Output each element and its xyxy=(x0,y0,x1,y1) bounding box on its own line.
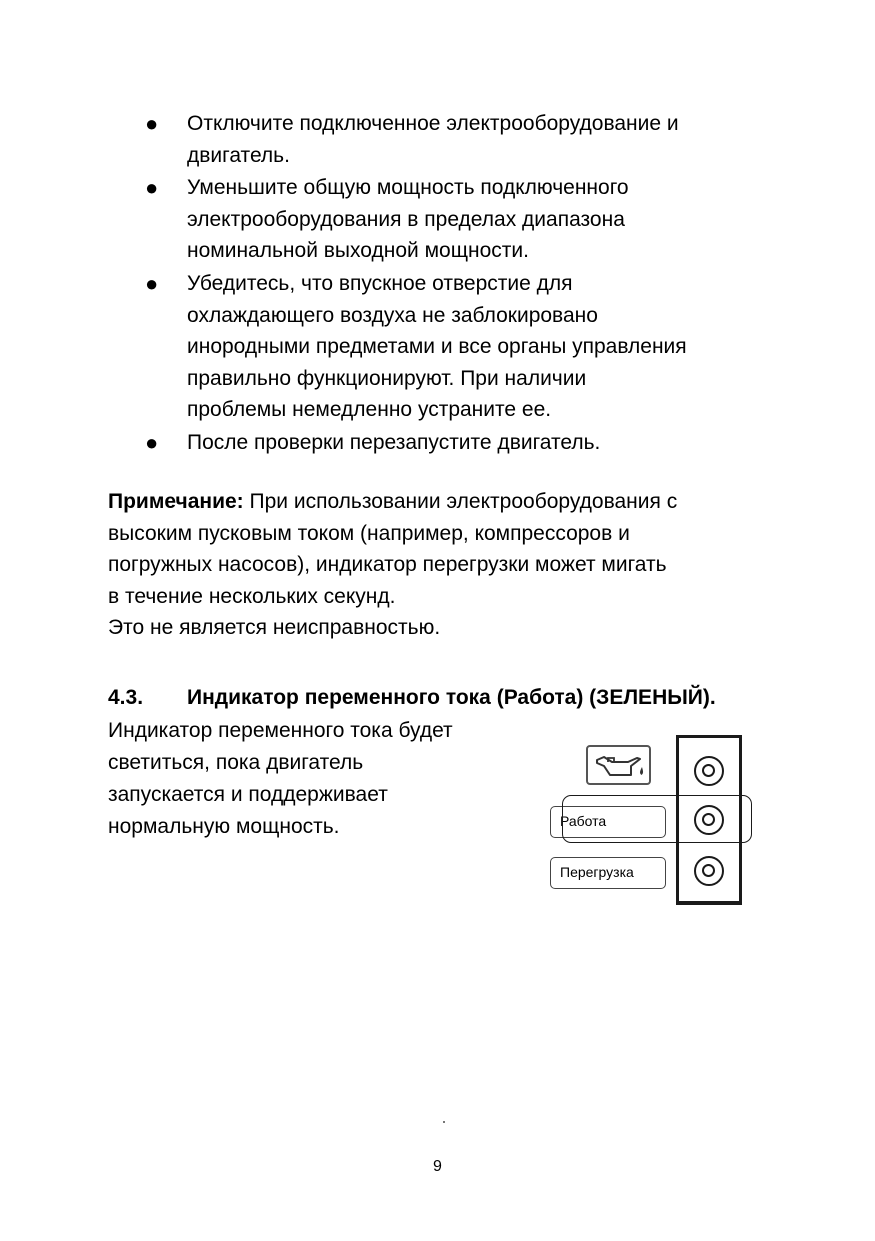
note-line: высоким пусковым током (например, компрессоров и xyxy=(108,521,630,545)
scan-dot xyxy=(443,1121,445,1123)
description-line: Индикатор переменного тока будет xyxy=(108,719,453,742)
bullet-item-2 xyxy=(145,172,787,267)
description-line: светиться, пока двигатель xyxy=(108,751,364,774)
note-extra: Это не является неисправностью. xyxy=(108,616,441,639)
run-label: Работа xyxy=(560,813,607,829)
bullet-icon: ● xyxy=(145,175,159,200)
bullet-line: Уменьшите общую мощность подключенного xyxy=(187,176,629,199)
bullet-line: охлаждающего воздуха не заблокировано xyxy=(187,303,598,327)
bullet-line: Отключите подключенное электрооборудование и xyxy=(187,112,679,135)
bullet-item-4 xyxy=(145,427,787,459)
bullet-line: электрооборудования в пределах диапазона xyxy=(187,207,625,231)
note-paragraph xyxy=(108,486,798,644)
bullet-line: Убедитесь, что впускное отверстие для xyxy=(187,272,573,295)
overload-indicator-lamp xyxy=(694,856,724,886)
section-description xyxy=(108,715,528,843)
overload-label: Перегрузка xyxy=(560,864,634,880)
bullet-line: правильно функционируют. При наличии xyxy=(187,366,587,390)
bullet-icon: ● xyxy=(145,271,159,296)
bullet-icon: ● xyxy=(145,430,159,455)
run-highlight-outline xyxy=(562,795,752,843)
bullet-item-3 xyxy=(145,268,787,426)
bullet-line: проблемы немедленно устраните ее. xyxy=(187,398,552,421)
oil-can-icon xyxy=(586,745,651,785)
description-line: нормальную мощность. xyxy=(108,815,340,838)
page-number: 9 xyxy=(433,1158,442,1175)
bullet-icon: ● xyxy=(145,111,159,136)
section-title: Индикатор переменного тока (Работа) (ЗЕЛЕНЫЙ). xyxy=(187,686,716,709)
description-line: запускается и поддерживает xyxy=(108,783,388,806)
note-line: в течение нескольких секунд. xyxy=(108,584,396,608)
note-label: Примечание: xyxy=(108,490,244,513)
bullet-line: инородными предметами и все органы управления xyxy=(187,335,687,358)
bullet-line: После проверки перезапустите двигатель. xyxy=(187,431,601,454)
note-line: При использовании электрооборудования с xyxy=(243,490,678,513)
bullet-line: номинальной выходной мощности. xyxy=(187,239,529,262)
note-line: погружных насосов), индикатор перегрузки может мигать xyxy=(108,553,667,576)
oil-indicator-lamp xyxy=(694,756,724,786)
overload-label-box xyxy=(550,857,666,889)
bullet-line: двигатель. xyxy=(187,143,290,167)
section-number: 4.3. xyxy=(108,686,144,709)
bullet-item-1 xyxy=(145,108,787,171)
